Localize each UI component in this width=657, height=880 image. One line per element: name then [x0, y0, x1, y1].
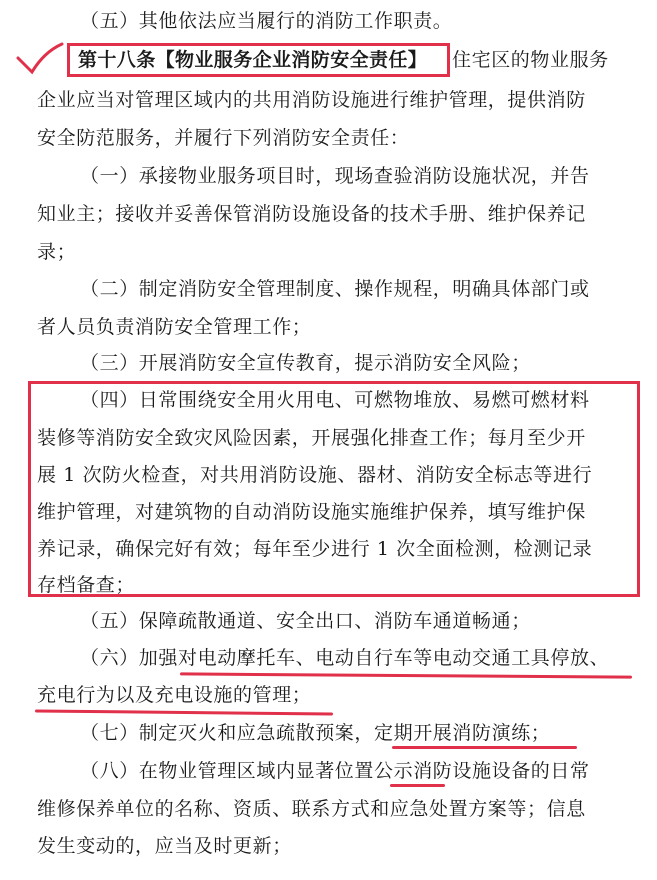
- underline-row-six-a: [180, 672, 632, 678]
- text-line-12: 装修等消防安全致灾风险因素，开展强化排查工作；每月至少开: [37, 427, 586, 449]
- text-line-21: （八）在物业管理区域内显著位置公示消防设施设备的日常: [80, 760, 590, 782]
- section-four-highlight-box: [28, 381, 640, 597]
- check-mark-icon: [0, 0, 80, 90]
- text-line-4: 安全防范服务，并履行下列消防安全责任：: [37, 127, 410, 149]
- text-line-18: （六）加强对电动摩托车、电动自行车等电动交通工具停放、: [80, 647, 610, 669]
- text-line-5: （一）承接物业服务项目时，现场查验消防设施状况，并告: [80, 165, 590, 187]
- underline-publicize: [390, 784, 445, 787]
- underline-drill: [392, 746, 577, 749]
- article-intro: 住宅区的物业服务: [452, 49, 609, 71]
- text-line-15: 养记录，确保完好有效；每年至少进行 1 次全面检测，检测记录: [37, 538, 593, 560]
- text-line-9: 者人员负责消防安全管理工作；: [37, 316, 312, 338]
- underline-row-six-b: [35, 709, 333, 715]
- text-line-7: 录；: [37, 241, 77, 263]
- text-line-3: 企业应当对管理区域内的共用消防设施进行维护管理，提供消防: [37, 89, 586, 111]
- text-line-22: 维修保养单位的名称、资质、联系方式和应急处置方案等；信息: [37, 798, 586, 820]
- article-title: 第十八条【物业服务企业消防安全责任】: [78, 49, 428, 71]
- title-highlight-box: [67, 43, 450, 77]
- text-line-6: 知业主；接收并妥善保管消防设施设备的技术手册、维护保养记: [37, 203, 586, 225]
- text-line-14: 维护管理，对建筑物的自动消防设施实施维护保养，填写维护保: [37, 501, 586, 523]
- text-line-19: 充电行为以及充电设施的管理；: [37, 684, 312, 706]
- text-line-10: （三）开展消防安全宣传教育，提示消防安全风险；: [80, 352, 531, 374]
- text-line-20: （七）制定灭火和应急疏散预案，定期开展消防演练；: [80, 722, 551, 744]
- text-line-13: 展 1 次防火检查，对共用消防设施、器材、消防安全标志等进行: [37, 464, 593, 486]
- text-line-17: （五）保障疏散通道、安全出口、消防车通道畅通；: [80, 610, 531, 632]
- text-line-8: （二）制定消防安全管理制度、操作规程，明确具体部门或: [80, 278, 590, 300]
- text-line-16: 存档备查；: [37, 574, 136, 596]
- text-line-23: 发生变动的，应当及时更新；: [37, 835, 292, 857]
- text-line-1: （五）其他依法应当履行的消防工作职责。: [80, 10, 453, 32]
- text-line-11: （四）日常围绕安全用火用电、可燃物堆放、易燃可燃材料: [80, 389, 590, 411]
